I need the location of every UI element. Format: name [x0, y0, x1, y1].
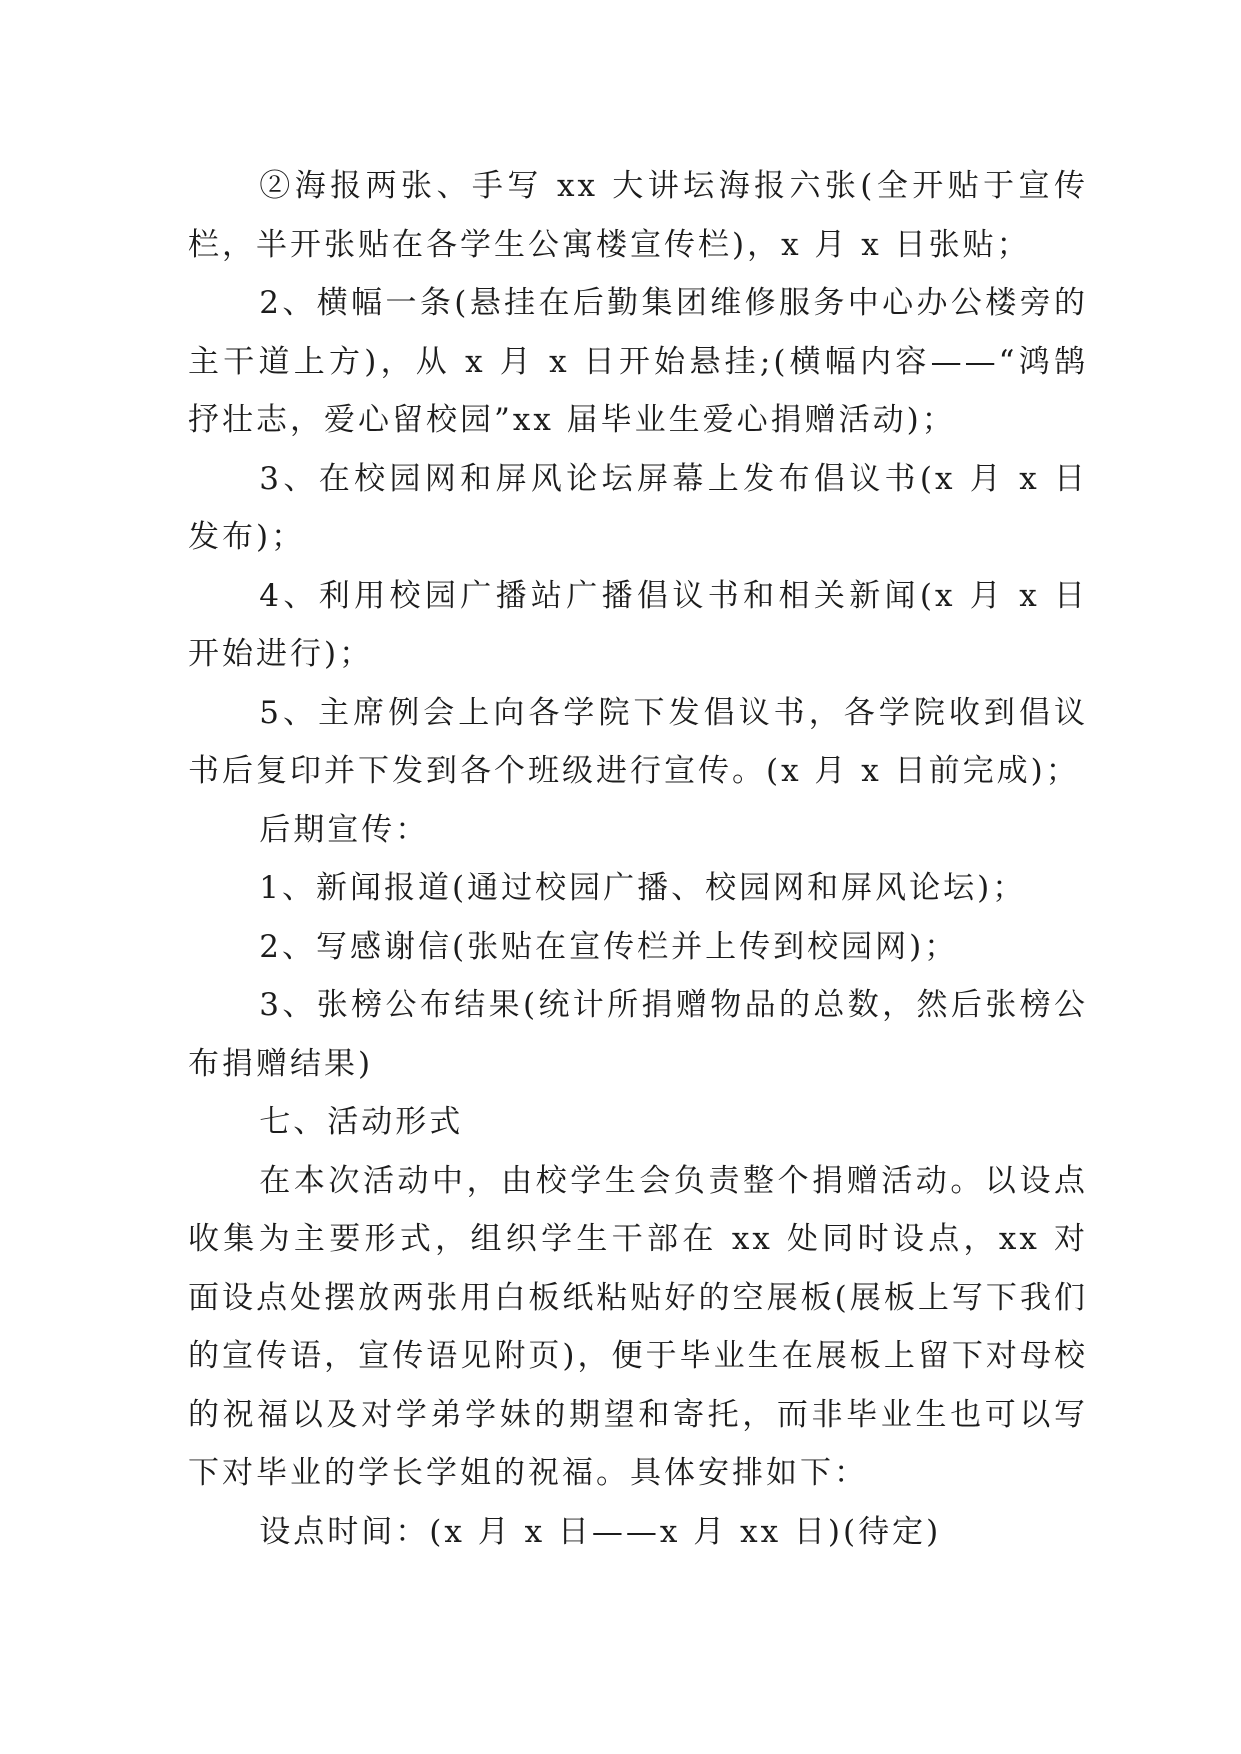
paragraph-banner: 2、横幅一条(悬挂在后勤集团维修服务中心办公楼旁的主干道上方)，从 x 月 x 日开始悬挂;(横幅内容——“鸿鹄抒壮志，爱心留校园”xx 届毕业生爱心捐赠活动)； [188, 285, 1088, 438]
paragraph-publish-results: 3、张榜公布结果(统计所捐赠物品的总数，然后张榜公布捐赠结果) [188, 987, 1088, 1082]
paragraph-poster: ②海报两张、手写 xx 大讲坛海报六张(全开贴于宣传栏，半开张贴在各学生公寓楼宣传栏)，x 月 x 日张贴； [188, 168, 1088, 263]
paragraph-chair-meeting: 5、主席例会上向各学院下发倡议书，各学院收到倡议书后复印并下发到各个班级进行宣传。(x 月 x 日前完成)； [188, 694, 1088, 789]
paragraph-broadcast: 4、利用校园广播站广播倡议书和相关新闻(x 月 x 日开始进行)； [188, 577, 1088, 672]
paragraph-news-report: 1、新闻报道(通过校园广播、校园网和屏风论坛)； [259, 870, 1027, 906]
paragraph-thank-you-letter: 2、写感谢信(张贴在宣传栏并上传到校园网)； [259, 928, 959, 965]
heading-activity-form: 七、活动形式 [259, 1104, 464, 1140]
paragraph-booth-time: 设点时间：(x 月 x 日——x 月 xx 日)(待定) [259, 1513, 942, 1550]
document-body [188, 157, 1088, 1561]
heading-later-publicity: 后期宣传： [259, 811, 430, 848]
paragraph-campus-web: 3、在校园网和屏风论坛屏幕上发布倡议书(x 月 x 日发布)； [188, 460, 1088, 555]
paragraph-activity-description: 在本次活动中，由校学生会负责整个捐赠活动。以设点收集为主要形式，组织学生干部在 xx 处同时设点，xx 对面设点处摆放两张用白板纸粘贴好的空展板(展板上写下我们的宣传语，宣传语见附页)，便于毕业生在展板上留下对母校的祝福以及对学弟学妹的期望和寄托，而非毕业生也可以写下对毕业的学长学姐的祝福。具体安排如下： [188, 1162, 1088, 1491]
